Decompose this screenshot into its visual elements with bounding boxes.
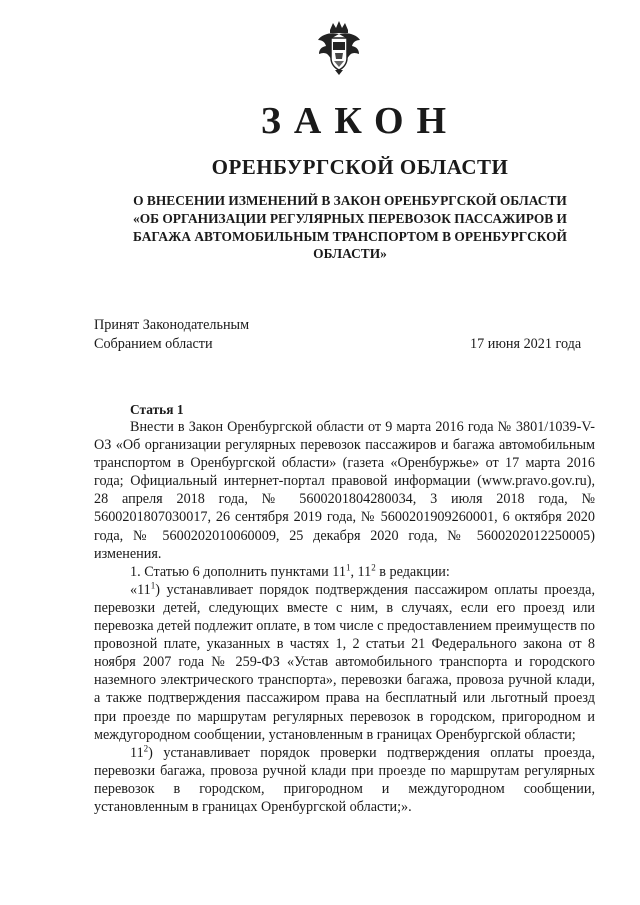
law-heading-line: ОБЛАСТИ»	[313, 246, 387, 262]
law-region: ОРЕНБУРГСКОЙ ОБЛАСТИ	[211, 155, 509, 179]
law-heading-line: О ВНЕСЕНИИ ИЗМЕНЕНИЙ В ЗАКОН ОРЕНБУРГСКОЙ ОБЛАСТИ	[133, 193, 567, 208]
article-point-11-2: $11^2$) устанавливает порядок проверки подтверждения оплаты проезда, перевозки багажа, провоза ручной клади при проезде по маршрутам регулярных перевозок в городском, пригородном и междугородном сообщении, установленным в границах Оренбургской области;».	[94, 742, 595, 815]
adoption-date: 17 июня 2021 года	[470, 336, 582, 352]
adoption-line: Собранием области	[94, 336, 213, 352]
coat-of-arms-icon	[316, 20, 362, 76]
adoption-body	[94, 316, 249, 354]
law-heading-line: «ОБ ОРГАНИЗАЦИИ РЕГУЛЯРНЫХ ПЕРЕВОЗОК ПАССАЖИРОВ И	[133, 210, 567, 226]
article-paragraph: Внести в Закон Оренбургской области от 9 марта 2016 года № 3801/1039-V-ОЗ «Об организации регулярных перевозок пассажиров и багажа автомобильным транспортом в Оренбургской области» (газета «Оренбуржье» от 17 марта 2016 года; Официальный интернет-портал правовой информации (www.pravo.gov.ru), 28 апреля 2018 года, № 5600201804280034, 3 июля 2018 года, № 5600201807030017, 26 сентября 2019 года, № 5600201909260001, 6 октября 2020 года, № 5600202010060009, 25 декабря 2020 года, № 5600202012250005) изменения.	[94, 419, 595, 562]
article-title: Статья 1	[130, 402, 184, 417]
article-point-11-1: «$11^1$) устанавливает порядок подтверждения пассажиром оплаты проезда, перевозки детей, следующих вместе с ним, в случаях, если его проезд или перевозка детей подлежит оплате, в том числе с предоставлением преимуществ по провозной плате, указанных в частях 1, 2 статьи 21 Федерального закона от 8 ноября 2007 года № 259-ФЗ «Устав автомобильного транспорта и городского наземного электрического транспорта», перевозки багажа, провоза ручной клади, а также подтверждения пассажиром права на бесплатный или льготный проезд при проезде по маршрутам регулярных перевозок в городском, пригородном и междугородном сообщении, установленным в границах Оренбургской области;	[94, 580, 595, 743]
adoption-line: Принят Законодательным	[94, 317, 250, 333]
law-heading	[105, 192, 595, 263]
law-title: ЗАКОН	[260, 100, 460, 142]
law-heading-line: БАГАЖА АВТОМОБИЛЬНЫМ ТРАНСПОРТОМ В ОРЕНБУРГСКОЙ	[133, 228, 567, 244]
article-item: 1. Статью 6 дополнить пунктами $11^1$, $11^2$ в редакции:	[130, 562, 450, 580]
article-body	[94, 418, 595, 816]
